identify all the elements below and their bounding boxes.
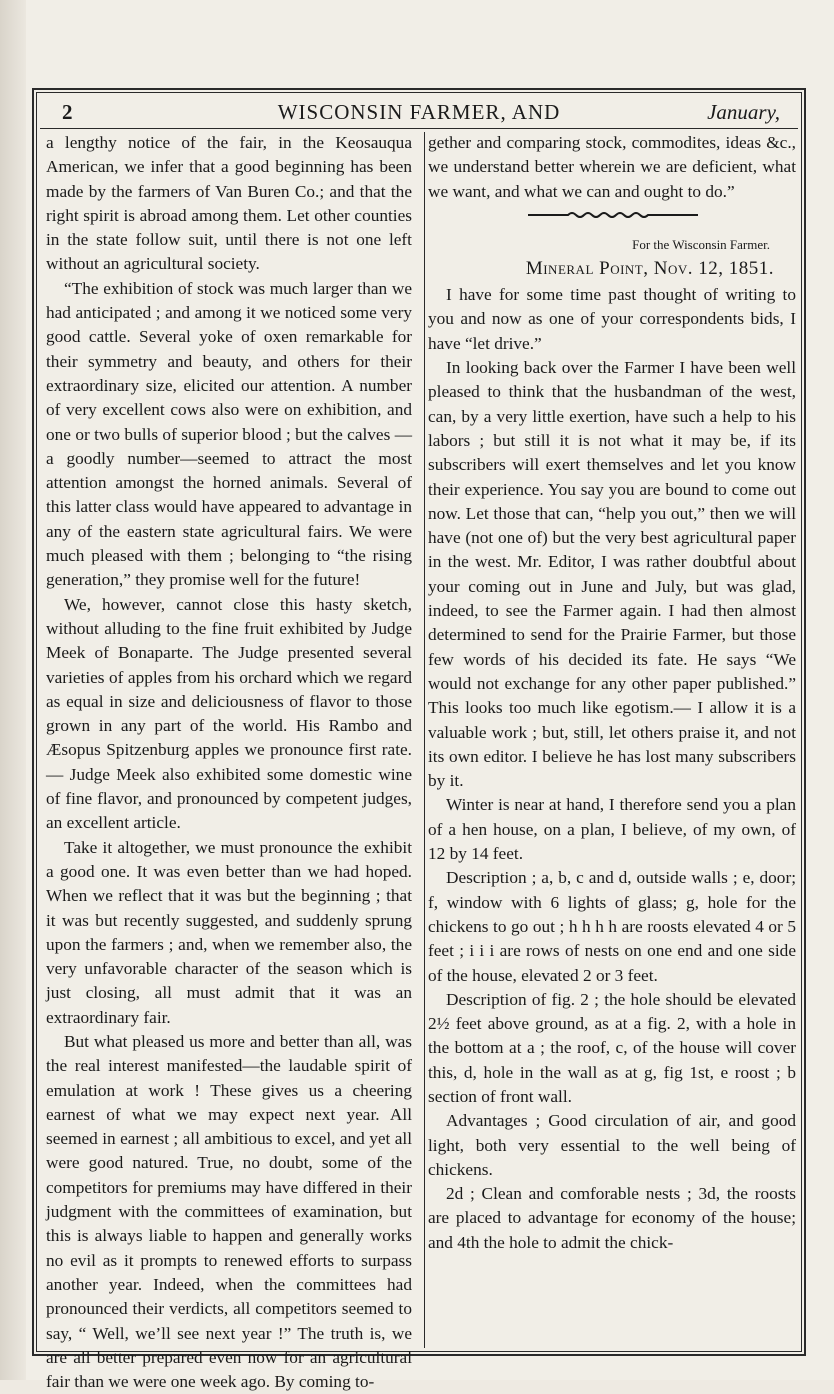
running-head-month: January,: [707, 100, 780, 124]
paragraph: a lengthy notice of the fair, in the Keosauqua American, we infer that a good beginning has been made by the farmers of Van Buren Co.; and that the right spirit is abroad among them. Let other counties in the state follow suit, until there is not one left without an agricultural society.: [46, 133, 412, 274]
column-divider: [424, 132, 425, 1348]
header-rule: [40, 128, 798, 129]
paragraph: 2d ; Clean and comforable nests ; 3d, the roosts are placed to advantage for economy of the house; and 4th the hole to admit the chick-: [428, 1184, 796, 1252]
paragraph: But what pleased us more and better than all, was the real interest manifested—the laudable spirit of emulation at work ! These gives us a cheering earnest of what we may expect next year. All seemed in earnest ; all ambitious to excel, and yet all were good natured. True, no doubt, some of the competitors for premiums may have differed in their judgment with the committees of examination, but this is always liable to happen and generally works no evil as it prompts to renewed efforts to surpass another year. Indeed, when the committees had pronounced their verdicts, all competitors seemed to say, “ Well, we’ll see next year !” The truth is, we are all better prepared even now for an agricultural fair than we were one week ago. By coming to-: [46, 1031, 412, 1392]
paragraph: gether and comparing stock, commodites, ideas &c., we understand better wherein we are deficient, what we want, and what we can and ought to do.”: [428, 133, 796, 201]
paragraph: Advantages ; Good circulation of air, and good light, both very essential to the well being of chickens.: [428, 1111, 796, 1179]
left-column: [46, 131, 412, 1394]
right-column: [428, 131, 796, 1255]
paragraph: Winter is near at hand, I therefore send you a plan of a hen house, on a plan, I believe, of my own, of 12 by 14 feet.: [428, 795, 796, 864]
binding-gutter: [0, 0, 26, 1380]
paragraph: “The exhibition of stock was much larger than we had anticipated ; and among it we noticed some very good cattle. Several yoke of oxen remarkable for their symmetry and beauty, and others for their extraordinary size, elicited our attention. A number of very excellent cows also were on exhibition, and one or two bulls of superior blood ; but the calves —a goodly number—seemed to attract the most attention amongst the horned animals. Several of this latter class would have appeared to advantage in any of the eastern state agricultural fairs. We were much pleased with them ; belonging to “the rising generation,” they promise well for the future!: [46, 278, 412, 590]
paragraph: I have for some time past thought of writing to you and now as one of your correspondents bids, I have “let drive.”: [428, 285, 796, 353]
paragraph: We, however, cannot close this hasty sketch, without alluding to the fine fruit exhibited by Judge Meek of Bonaparte. The Judge presented several varieties of apples from his orchard which we regard as equal in size and deliciousness of flavor to those grown in any part of the world. His Rambo and Æsopus Spitzenburg apples we pronounce first rate.— Judge Meek also exhibited some domestic wine of fine flavor, and pronounced by competent judges, an excellent article.: [46, 594, 412, 833]
article-dateline: Mineral Point, Nov. 12, 1851.: [525, 258, 774, 280]
paragraph: Description of fig. 2 ; the hole should be elevated 2½ feet above ground, as at a fig. 2, with a hole in the bottom at a ; the roof, c, of the house will cover this, d, hole in the wall as at g, fig 1st, e roost ; b section of front wall.: [428, 989, 796, 1106]
page-number: 2: [62, 100, 73, 124]
article-credit: For the Wisconsin Farmer.: [632, 237, 770, 253]
ornamental-rule: [528, 208, 698, 222]
paragraph: In looking back over the Farmer I have been well pleased to think that the husbandman of the west, can, by a very little exertion, have such a help to his labors ; but still it is not what it may be, if its subscribers will exert themselves and let you know their experience. You say you are bound to come out now. Let those that can, “help you out,” then we will have (not one of) but the very best agricultural paper in the west. Mr. Editor, I was rather doubtful about your coming out in June and July, but was glad, indeed, to see the Farmer again. I had then almost determined to send for the Prairie Farmer, but those few words of his decided its fate. He says “We would not exchange for any other paper published.” This looks too much like egotism.— I allow it is a valuable work ; but, still, let others praise it, and not its own editor. I believe he has lost many subscribers by it.: [428, 358, 796, 791]
page-header: [40, 98, 798, 128]
paragraph: Take it altogether, we must pronounce the exhibit a good one. It was even better than we had hoped. When we reflect that it was but the beginning ; that it was but recently suggested, and suddenly sprung upon the farmers ; and, when we remember also, the very unfavorable character of the season which is just closing, all must admit that it was an extraordinary fair.: [46, 837, 412, 1027]
masthead-title: WISCONSIN FARMER, AND: [277, 100, 561, 124]
paragraph: Description ; a, b, c and d, outside walls ; e, door; f, window with 6 lights of glass; g, hole for the chickens to go out ; h h h h are roosts elevated 4 or 5 feet ; i i i are rows of nests on one end and one side of the house, elevated 2 or 3 feet.: [428, 868, 796, 985]
